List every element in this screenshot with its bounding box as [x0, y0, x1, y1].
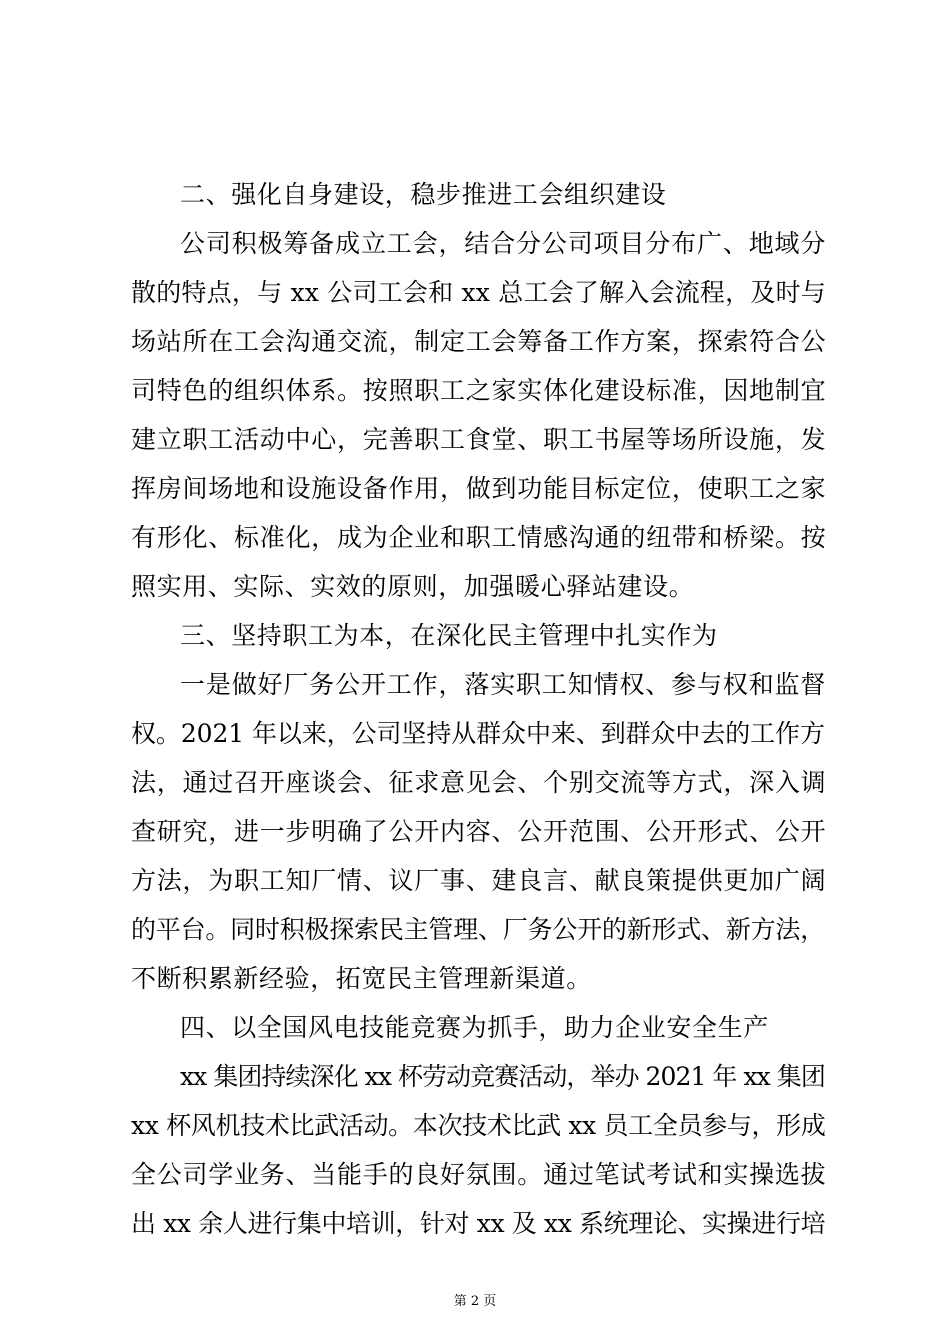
- paragraph-text: 场站所在工会沟通交流，制定工会筹备工作方案，探索符合公: [131, 327, 827, 356]
- body-line: [0, 216, 950, 272]
- section-heading-3: [0, 608, 950, 664]
- body-line: [0, 265, 950, 321]
- paragraph-text: 查研究，进一步明确了公开内容、公开范围、公开形式、公开: [131, 817, 827, 846]
- body-line: [0, 461, 950, 517]
- paragraph-text: 的平台。同时积极探索民主管理、厂务公开的新形式、新方法，: [131, 915, 825, 944]
- body-line: [0, 412, 950, 468]
- body-line: [0, 363, 950, 419]
- paragraph-text: 全公司学业务、当能手的良好氛围。通过笔试考试和实操选拔: [131, 1160, 827, 1189]
- paragraph-text: 建立职工活动中心，完善职工食堂、职工书屋等场所设施，发: [131, 425, 827, 454]
- body-line: [0, 1147, 950, 1203]
- body-line: [0, 559, 950, 615]
- section-heading-4: [0, 1000, 950, 1056]
- paragraph-text: 方法，为职工知厂情、议厂事、建良言、献良策提供更加广阔: [131, 866, 827, 895]
- paragraph-text: 挥房间场地和设施设备作用，做到功能目标定位，使职工之家: [131, 474, 827, 503]
- body-line: [0, 804, 950, 860]
- body-line: [0, 1098, 950, 1154]
- body-line: [0, 657, 950, 713]
- body-line: [0, 314, 950, 370]
- paragraph-text: 公司积极筹备成立工会，结合分公司项目分布广、地域分: [180, 229, 827, 258]
- paragraph-text: 出 xx 余人进行集中培训，针对 xx 及 xx 系统理论、实操进行培: [131, 1209, 826, 1238]
- paragraph-text: 不断积累新经验，拓宽民主管理新渠道。: [131, 964, 592, 993]
- paragraph-text: 一是做好厂务公开工作，落实职工知情权、参与权和监督: [180, 670, 827, 699]
- paragraph-text: 司特色的组织体系。按照职工之家实体化建设标准，因地制宜: [131, 376, 827, 405]
- paragraph-text: 照实用、实际、实效的原则，加强暖心驿站建设。: [131, 572, 695, 601]
- page-number: 第 2 页: [453, 1294, 497, 1309]
- paragraph-text: 权。2021 年以来，公司坚持从群众中来、到群众中去的工作方: [131, 719, 825, 748]
- body-line: [0, 510, 950, 566]
- section-heading-2: [0, 167, 950, 223]
- body-line: [0, 1196, 950, 1252]
- body-line: [0, 1049, 950, 1105]
- paragraph-text: xx 集团持续深化 xx 杯劳动竞赛活动，举办 2021 年 xx 集团: [180, 1062, 825, 1091]
- paragraph-text: 散的特点，与 xx 公司工会和 xx 总工会了解入会流程，及时与: [131, 278, 826, 307]
- heading-text: 三、坚持职工为本，在深化民主管理中扎实作为: [180, 621, 718, 650]
- paragraph-text: 有形化、标准化，成为企业和职工情感沟通的纽带和桥梁。按: [131, 523, 827, 552]
- body-line: [0, 853, 950, 909]
- body-line: [0, 902, 950, 958]
- body-line: [0, 706, 950, 762]
- body-line: [0, 951, 950, 1007]
- paragraph-text: xx 杯风机技术比武活动。本次技术比武 xx 员工全员参与，形成: [131, 1111, 826, 1140]
- paragraph-text: 法，通过召开座谈会、征求意见会、个别交流等方式，深入调: [131, 768, 827, 797]
- heading-text: 四、以全国风电技能竞赛为抓手，助力企业安全生产: [180, 1013, 769, 1042]
- body-line: [0, 755, 950, 811]
- heading-text: 二、强化自身建设，稳步推进工会组织建设: [180, 180, 667, 209]
